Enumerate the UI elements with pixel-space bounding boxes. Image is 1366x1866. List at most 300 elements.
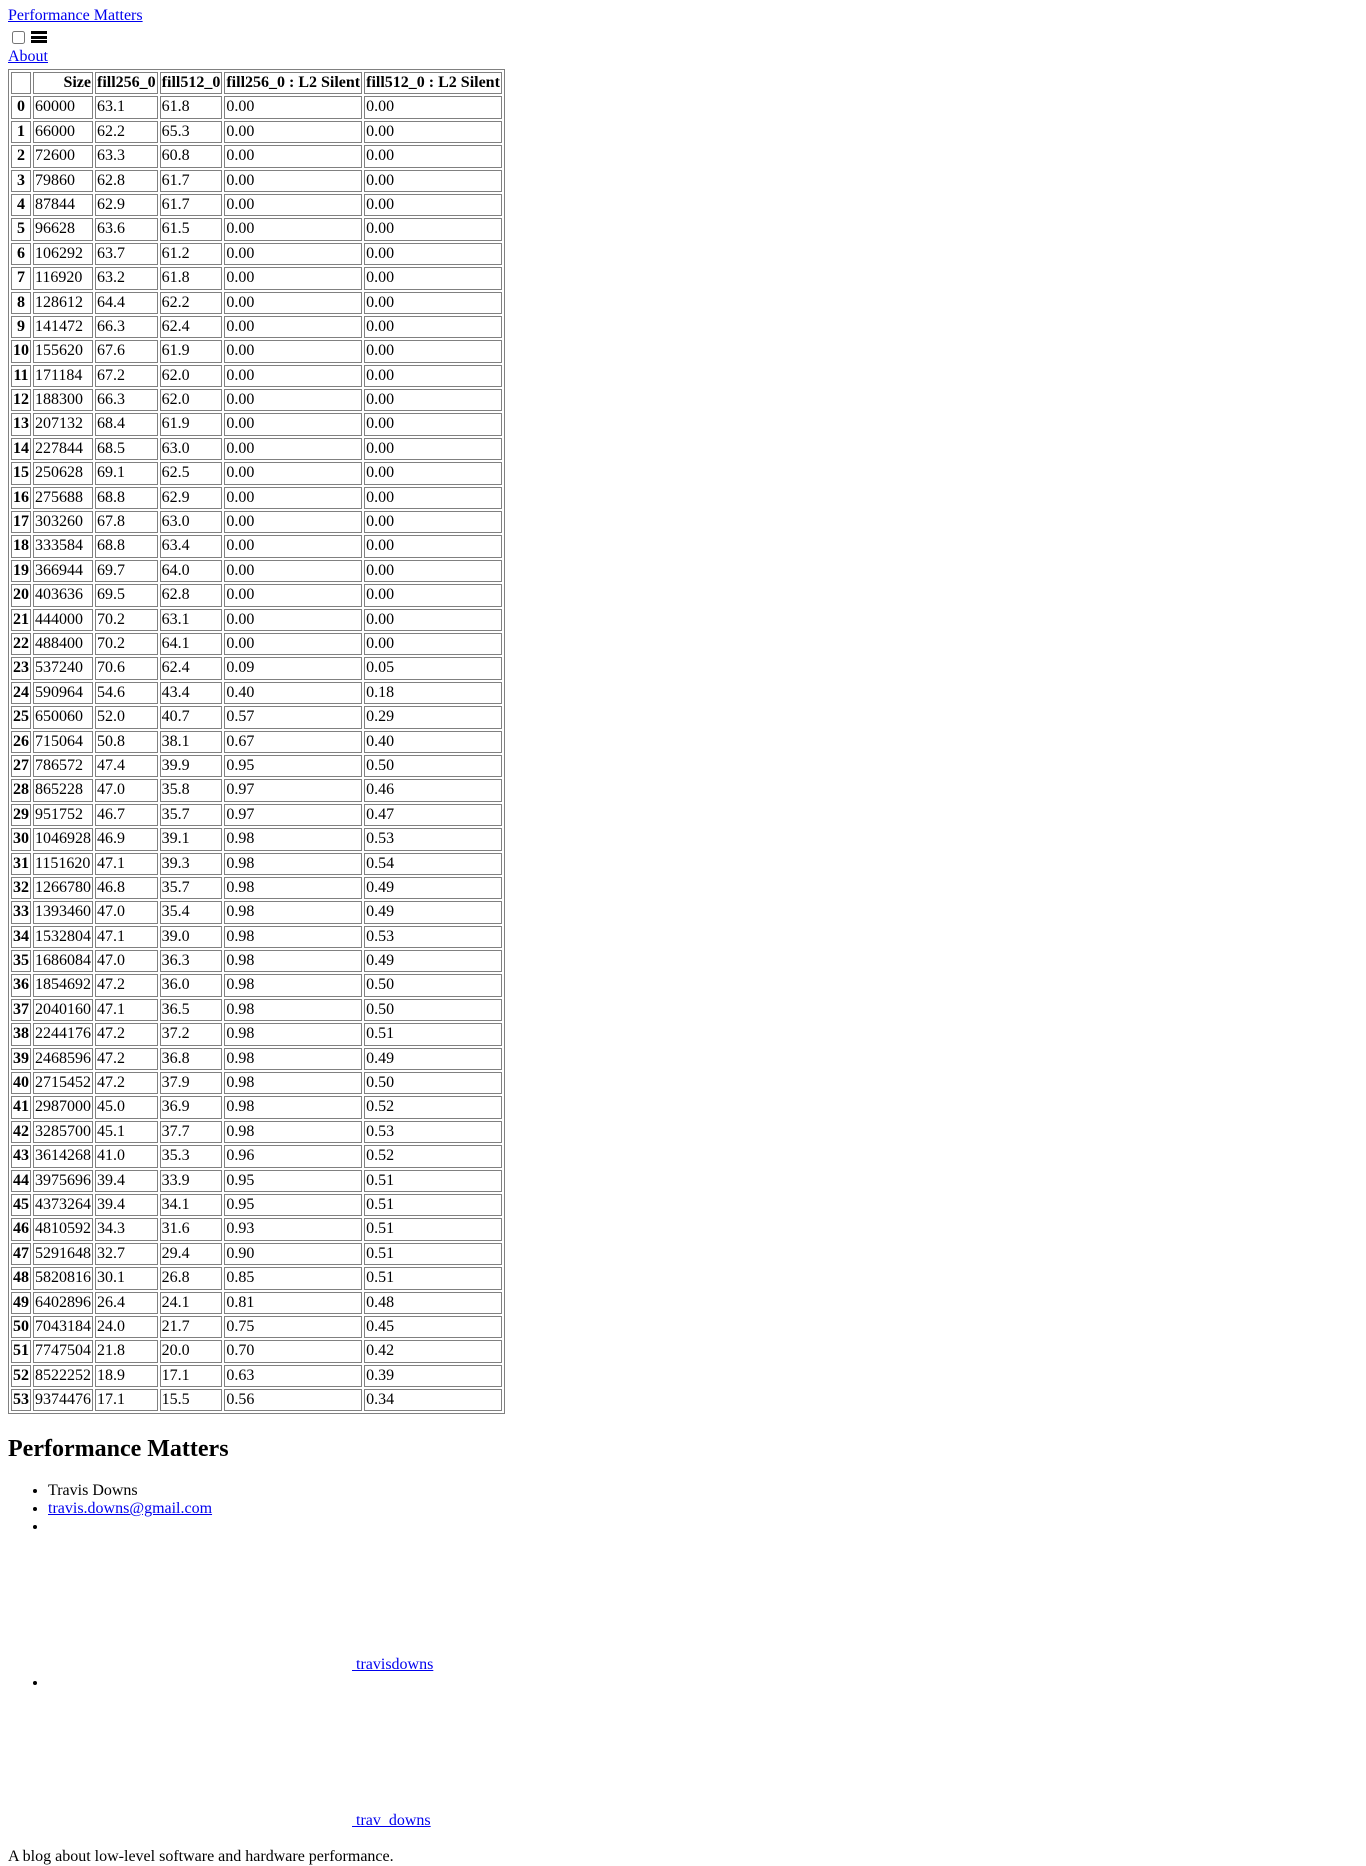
row-index: 14 bbox=[11, 438, 31, 460]
table-cell: 128612 bbox=[33, 292, 93, 314]
row-index: 53 bbox=[11, 1389, 31, 1411]
table-cell: 70.2 bbox=[95, 609, 158, 631]
table-cell: 69.5 bbox=[95, 584, 158, 606]
table-cell: 61.5 bbox=[160, 218, 223, 240]
table-cell: 275688 bbox=[33, 487, 93, 509]
table-cell: 0.50 bbox=[364, 999, 502, 1021]
table-cell: 35.4 bbox=[160, 901, 223, 923]
table-cell: 0.00 bbox=[224, 535, 362, 557]
row-index: 27 bbox=[11, 755, 31, 777]
table-cell: 6402896 bbox=[33, 1292, 93, 1314]
table-cell: 61.7 bbox=[160, 170, 223, 192]
table-cell: 0.81 bbox=[224, 1292, 362, 1314]
row-index: 26 bbox=[11, 731, 31, 753]
table-cell: 52.0 bbox=[95, 706, 158, 728]
table-row bbox=[11, 974, 502, 996]
row-index: 6 bbox=[11, 243, 31, 265]
table-cell: 2987000 bbox=[33, 1096, 93, 1118]
row-index: 47 bbox=[11, 1243, 31, 1265]
table-cell: 0.00 bbox=[364, 535, 502, 557]
twitter-link[interactable] bbox=[352, 1812, 431, 1830]
hamburger-icon[interactable] bbox=[31, 31, 47, 43]
table-row bbox=[11, 1267, 502, 1289]
table-cell: 47.0 bbox=[95, 901, 158, 923]
table-cell: 38.1 bbox=[160, 731, 223, 753]
social-list bbox=[8, 1518, 1358, 1830]
table-cell: 0.95 bbox=[224, 1170, 362, 1192]
nav-toggle-checkbox[interactable] bbox=[12, 31, 25, 44]
table-cell: 35.7 bbox=[160, 877, 223, 899]
table-cell: 333584 bbox=[33, 535, 93, 557]
row-index: 23 bbox=[11, 657, 31, 679]
table-cell: 7043184 bbox=[33, 1316, 93, 1338]
table-cell: 227844 bbox=[33, 438, 93, 460]
table-cell: 0.42 bbox=[364, 1340, 502, 1362]
table-cell: 96628 bbox=[33, 218, 93, 240]
table-cell: 0.51 bbox=[364, 1194, 502, 1216]
table-cell: 0.52 bbox=[364, 1145, 502, 1167]
site-description: A blog about low-level software and hardware performance. bbox=[8, 1848, 394, 1866]
table-cell: 0.00 bbox=[364, 609, 502, 631]
nav-trigger bbox=[8, 27, 1358, 47]
table-cell: 63.1 bbox=[160, 609, 223, 631]
table-cell: 0.98 bbox=[224, 1048, 362, 1070]
row-index: 50 bbox=[11, 1316, 31, 1338]
table-cell: 590964 bbox=[33, 682, 93, 704]
table-cell: 0.00 bbox=[224, 487, 362, 509]
table-row bbox=[11, 462, 502, 484]
table-cell: 67.8 bbox=[95, 511, 158, 533]
table-cell: 0.39 bbox=[364, 1365, 502, 1387]
table-cell: 715064 bbox=[33, 731, 93, 753]
table-cell: 0.98 bbox=[224, 950, 362, 972]
table-cell: 0.98 bbox=[224, 999, 362, 1021]
table-cell: 403636 bbox=[33, 584, 93, 606]
table-cell: 0.00 bbox=[364, 462, 502, 484]
table-row bbox=[11, 170, 502, 192]
table-row bbox=[11, 218, 502, 240]
table-row bbox=[11, 609, 502, 631]
table-cell: 31.6 bbox=[160, 1218, 223, 1240]
table-header-row bbox=[11, 72, 502, 94]
table-row bbox=[11, 487, 502, 509]
row-index: 8 bbox=[11, 292, 31, 314]
table-cell: 1686084 bbox=[33, 950, 93, 972]
row-index: 9 bbox=[11, 316, 31, 338]
table-cell: 21.8 bbox=[95, 1340, 158, 1362]
row-index: 4 bbox=[11, 194, 31, 216]
table-cell: 0.70 bbox=[224, 1340, 362, 1362]
table-cell: 47.1 bbox=[95, 853, 158, 875]
row-index: 18 bbox=[11, 535, 31, 557]
table-cell: 0.00 bbox=[364, 218, 502, 240]
table-cell: 24.0 bbox=[95, 1316, 158, 1338]
table-row bbox=[11, 535, 502, 557]
column-header bbox=[11, 72, 31, 94]
table-cell: 0.00 bbox=[364, 413, 502, 435]
table-row bbox=[11, 877, 502, 899]
table-cell: 0.46 bbox=[364, 779, 502, 801]
table-cell: 32.7 bbox=[95, 1243, 158, 1265]
table-cell: 47.0 bbox=[95, 779, 158, 801]
table-cell: 47.0 bbox=[95, 950, 158, 972]
table-row bbox=[11, 999, 502, 1021]
table-cell: 0.98 bbox=[224, 1023, 362, 1045]
table-cell: 1532804 bbox=[33, 926, 93, 948]
table-cell: 0.63 bbox=[224, 1365, 362, 1387]
table-row bbox=[11, 96, 502, 118]
table-cell: 68.8 bbox=[95, 535, 158, 557]
row-index: 32 bbox=[11, 877, 31, 899]
table-row bbox=[11, 413, 502, 435]
table-cell: 0.00 bbox=[364, 170, 502, 192]
table-cell: 3614268 bbox=[33, 1145, 93, 1167]
table-cell: 0.85 bbox=[224, 1267, 362, 1289]
table-cell: 62.4 bbox=[160, 657, 223, 679]
table-cell: 64.0 bbox=[160, 560, 223, 582]
table-cell: 62.2 bbox=[160, 292, 223, 314]
row-index: 33 bbox=[11, 901, 31, 923]
table-cell: 0.00 bbox=[364, 633, 502, 655]
table-cell: 0.95 bbox=[224, 1194, 362, 1216]
table-cell: 63.2 bbox=[95, 267, 158, 289]
row-index: 40 bbox=[11, 1072, 31, 1094]
row-index: 46 bbox=[11, 1218, 31, 1240]
table-cell: 0.00 bbox=[224, 633, 362, 655]
table-cell: 63.4 bbox=[160, 535, 223, 557]
table-row bbox=[11, 292, 502, 314]
table-row bbox=[11, 1389, 502, 1411]
table-cell: 0.00 bbox=[364, 438, 502, 460]
column-header: fill512_0 bbox=[160, 72, 223, 94]
table-cell: 0.90 bbox=[224, 1243, 362, 1265]
table-cell: 0.00 bbox=[224, 389, 362, 411]
table-cell: 40.7 bbox=[160, 706, 223, 728]
table-cell: 47.4 bbox=[95, 755, 158, 777]
table-cell: 0.00 bbox=[224, 243, 362, 265]
table-cell: 67.2 bbox=[95, 365, 158, 387]
table-cell: 2244176 bbox=[33, 1023, 93, 1045]
table-cell: 0.53 bbox=[364, 1121, 502, 1143]
table-cell: 4373264 bbox=[33, 1194, 93, 1216]
email-item bbox=[48, 1500, 1358, 1518]
table-cell: 1151620 bbox=[33, 853, 93, 875]
row-index: 37 bbox=[11, 999, 31, 1021]
table-cell: 0.45 bbox=[364, 1316, 502, 1338]
column-header: fill512_0 : L2 Silent bbox=[364, 72, 502, 94]
table-cell: 62.2 bbox=[95, 121, 158, 143]
row-index: 1 bbox=[11, 121, 31, 143]
table-cell: 0.49 bbox=[364, 950, 502, 972]
table-row bbox=[11, 1365, 502, 1387]
table-cell: 61.7 bbox=[160, 194, 223, 216]
table-cell: 0.00 bbox=[364, 267, 502, 289]
table-cell: 29.4 bbox=[160, 1243, 223, 1265]
table-cell: 63.7 bbox=[95, 243, 158, 265]
table-cell: 0.00 bbox=[224, 218, 362, 240]
table-cell: 0.40 bbox=[364, 731, 502, 753]
table-cell: 34.3 bbox=[95, 1218, 158, 1240]
row-index: 25 bbox=[11, 706, 31, 728]
table-cell: 0.93 bbox=[224, 1218, 362, 1240]
table-cell: 0.53 bbox=[364, 828, 502, 850]
table-cell: 0.00 bbox=[364, 340, 502, 362]
row-index: 22 bbox=[11, 633, 31, 655]
row-index: 0 bbox=[11, 96, 31, 118]
table-row bbox=[11, 316, 502, 338]
table-cell: 0.00 bbox=[224, 316, 362, 338]
table-cell: 0.00 bbox=[224, 413, 362, 435]
table-cell: 488400 bbox=[33, 633, 93, 655]
table-row bbox=[11, 1218, 502, 1240]
table-cell: 0.00 bbox=[364, 389, 502, 411]
table-cell: 39.4 bbox=[95, 1194, 158, 1216]
table-cell: 0.54 bbox=[364, 853, 502, 875]
table-cell: 0.57 bbox=[224, 706, 362, 728]
row-index: 5 bbox=[11, 218, 31, 240]
table-cell: 39.4 bbox=[95, 1170, 158, 1192]
row-index: 41 bbox=[11, 1096, 31, 1118]
table-cell: 0.00 bbox=[224, 170, 362, 192]
table-row bbox=[11, 1072, 502, 1094]
table-cell: 54.6 bbox=[95, 682, 158, 704]
table-cell: 8522252 bbox=[33, 1365, 93, 1387]
table-cell: 865228 bbox=[33, 779, 93, 801]
table-row bbox=[11, 1170, 502, 1192]
table-cell: 0.50 bbox=[364, 755, 502, 777]
table-cell: 0.05 bbox=[364, 657, 502, 679]
table-cell: 0.53 bbox=[364, 926, 502, 948]
table-row bbox=[11, 365, 502, 387]
about-link[interactable]: About bbox=[8, 48, 48, 65]
table-cell: 47.2 bbox=[95, 1048, 158, 1070]
table-cell: 72600 bbox=[33, 145, 93, 167]
table-cell: 0.50 bbox=[364, 974, 502, 996]
table-cell: 37.7 bbox=[160, 1121, 223, 1143]
table-cell: 62.0 bbox=[160, 389, 223, 411]
table-row bbox=[11, 560, 502, 582]
table-cell: 0.00 bbox=[224, 121, 362, 143]
table-cell: 0.52 bbox=[364, 1096, 502, 1118]
table-cell: 0.49 bbox=[364, 877, 502, 899]
table-cell: 0.51 bbox=[364, 1170, 502, 1192]
table-cell: 43.4 bbox=[160, 682, 223, 704]
table-row bbox=[11, 853, 502, 875]
footer-title: Performance Matters bbox=[8, 1436, 229, 1463]
table-cell: 0.00 bbox=[224, 365, 362, 387]
row-index: 36 bbox=[11, 974, 31, 996]
table-cell: 47.2 bbox=[95, 974, 158, 996]
table-cell: 0.98 bbox=[224, 1121, 362, 1143]
table-cell: 0.00 bbox=[224, 438, 362, 460]
table-cell: 3975696 bbox=[33, 1170, 93, 1192]
social-item-github bbox=[48, 1518, 1358, 1674]
table-cell: 64.1 bbox=[160, 633, 223, 655]
row-index: 39 bbox=[11, 1048, 31, 1070]
table-cell: 47.2 bbox=[95, 1072, 158, 1094]
table-row bbox=[11, 1194, 502, 1216]
table-cell: 17.1 bbox=[95, 1389, 158, 1411]
table-cell: 26.8 bbox=[160, 1267, 223, 1289]
table-cell: 18.9 bbox=[95, 1365, 158, 1387]
table-cell: 0.00 bbox=[364, 194, 502, 216]
table-cell: 0.18 bbox=[364, 682, 502, 704]
table-cell: 69.1 bbox=[95, 462, 158, 484]
row-index: 51 bbox=[11, 1340, 31, 1362]
table-cell: 61.2 bbox=[160, 243, 223, 265]
email-link[interactable]: travis.downs@gmail.com bbox=[48, 1500, 213, 1518]
table-cell: 68.8 bbox=[95, 487, 158, 509]
table-cell: 35.8 bbox=[160, 779, 223, 801]
github-link[interactable] bbox=[352, 1656, 433, 1674]
table-cell: 36.5 bbox=[160, 999, 223, 1021]
table-cell: 36.0 bbox=[160, 974, 223, 996]
table-cell: 444000 bbox=[33, 609, 93, 631]
table-cell: 39.0 bbox=[160, 926, 223, 948]
row-index: 15 bbox=[11, 462, 31, 484]
table-cell: 1854692 bbox=[33, 974, 93, 996]
table-row bbox=[11, 706, 502, 728]
table-cell: 61.8 bbox=[160, 267, 223, 289]
table-cell: 36.8 bbox=[160, 1048, 223, 1070]
row-index: 42 bbox=[11, 1121, 31, 1143]
table-cell: 2715452 bbox=[33, 1072, 93, 1094]
table-cell: 0.00 bbox=[364, 487, 502, 509]
table-row bbox=[11, 1023, 502, 1045]
table-row bbox=[11, 926, 502, 948]
table-cell: 0.00 bbox=[364, 145, 502, 167]
social-item-twitter bbox=[48, 1674, 1358, 1830]
table-cell: 62.8 bbox=[95, 170, 158, 192]
table-cell: 0.98 bbox=[224, 828, 362, 850]
table-cell: 0.00 bbox=[224, 292, 362, 314]
row-index: 49 bbox=[11, 1292, 31, 1314]
row-index: 28 bbox=[11, 779, 31, 801]
table-cell: 207132 bbox=[33, 413, 93, 435]
table-cell: 650060 bbox=[33, 706, 93, 728]
table-cell: 0.97 bbox=[224, 779, 362, 801]
table-row bbox=[11, 731, 502, 753]
table-row bbox=[11, 804, 502, 826]
table-cell: 39.9 bbox=[160, 755, 223, 777]
table-cell: 0.98 bbox=[224, 926, 362, 948]
table-row bbox=[11, 950, 502, 972]
table-cell: 63.0 bbox=[160, 511, 223, 533]
table-cell: 34.1 bbox=[160, 1194, 223, 1216]
table-cell: 537240 bbox=[33, 657, 93, 679]
table-cell: 0.34 bbox=[364, 1389, 502, 1411]
table-row bbox=[11, 828, 502, 850]
table-cell: 0.51 bbox=[364, 1267, 502, 1289]
table-cell: 47.1 bbox=[95, 926, 158, 948]
table-row bbox=[11, 682, 502, 704]
table-row bbox=[11, 267, 502, 289]
table-cell: 0.00 bbox=[364, 243, 502, 265]
row-index: 20 bbox=[11, 584, 31, 606]
row-index: 43 bbox=[11, 1145, 31, 1167]
table-cell: 0.00 bbox=[364, 560, 502, 582]
table-cell: 141472 bbox=[33, 316, 93, 338]
site-title-link[interactable]: Performance Matters bbox=[8, 7, 143, 24]
table-cell: 68.4 bbox=[95, 413, 158, 435]
table-cell: 0.00 bbox=[224, 511, 362, 533]
github-username: travisdowns bbox=[356, 1655, 434, 1673]
table-row bbox=[11, 1340, 502, 1362]
table-cell: 0.00 bbox=[364, 511, 502, 533]
table-row bbox=[11, 194, 502, 216]
table-row bbox=[11, 438, 502, 460]
row-index: 45 bbox=[11, 1194, 31, 1216]
table-cell: 116920 bbox=[33, 267, 93, 289]
table-row bbox=[11, 1145, 502, 1167]
table-cell: 9374476 bbox=[33, 1389, 93, 1411]
table-cell: 0.98 bbox=[224, 853, 362, 875]
table-cell: 66000 bbox=[33, 121, 93, 143]
table-cell: 0.98 bbox=[224, 974, 362, 996]
table-cell: 0.00 bbox=[364, 121, 502, 143]
table-row bbox=[11, 511, 502, 533]
table-cell: 45.1 bbox=[95, 1121, 158, 1143]
table-cell: 79860 bbox=[33, 170, 93, 192]
table-cell: 87844 bbox=[33, 194, 93, 216]
table-cell: 0.00 bbox=[224, 267, 362, 289]
row-index: 34 bbox=[11, 926, 31, 948]
table-cell: 24.1 bbox=[160, 1292, 223, 1314]
table-row bbox=[11, 340, 502, 362]
row-index: 30 bbox=[11, 828, 31, 850]
contact-list bbox=[8, 1482, 1358, 1518]
table-cell: 26.4 bbox=[95, 1292, 158, 1314]
column-header: Size bbox=[33, 72, 93, 94]
author-name: • Travis Downs bbox=[48, 1482, 1358, 1500]
table-cell: 62.8 bbox=[160, 584, 223, 606]
row-index: 21 bbox=[11, 609, 31, 631]
table-cell: 47.2 bbox=[95, 1023, 158, 1045]
table-cell: 0.00 bbox=[224, 462, 362, 484]
table-cell: 39.3 bbox=[160, 853, 223, 875]
table-cell: 5820816 bbox=[33, 1267, 93, 1289]
table-cell: 0.00 bbox=[364, 365, 502, 387]
table-cell: 0.49 bbox=[364, 1048, 502, 1070]
table-cell: 69.7 bbox=[95, 560, 158, 582]
row-index: 12 bbox=[11, 389, 31, 411]
table-cell: 0.50 bbox=[364, 1072, 502, 1094]
table-cell: 303260 bbox=[33, 511, 93, 533]
table-row bbox=[11, 1292, 502, 1314]
table-row bbox=[11, 1121, 502, 1143]
table-cell: 0.98 bbox=[224, 1096, 362, 1118]
row-index: 48 bbox=[11, 1267, 31, 1289]
table-body bbox=[11, 96, 502, 1411]
table-cell: 0.98 bbox=[224, 1072, 362, 1094]
table-cell: 0.67 bbox=[224, 731, 362, 753]
table-cell: 155620 bbox=[33, 340, 93, 362]
table-cell: 64.4 bbox=[95, 292, 158, 314]
row-index: 29 bbox=[11, 804, 31, 826]
table-row bbox=[11, 243, 502, 265]
row-index: 35 bbox=[11, 950, 31, 972]
table-cell: 0.00 bbox=[224, 584, 362, 606]
row-index: 13 bbox=[11, 413, 31, 435]
table-cell: 0.51 bbox=[364, 1218, 502, 1240]
table-cell: 46.9 bbox=[95, 828, 158, 850]
table-cell: 0.00 bbox=[224, 145, 362, 167]
table-cell: 36.9 bbox=[160, 1096, 223, 1118]
table-cell: 70.6 bbox=[95, 657, 158, 679]
table-row bbox=[11, 1048, 502, 1070]
table-cell: 65.3 bbox=[160, 121, 223, 143]
table-cell: 60000 bbox=[33, 96, 93, 118]
